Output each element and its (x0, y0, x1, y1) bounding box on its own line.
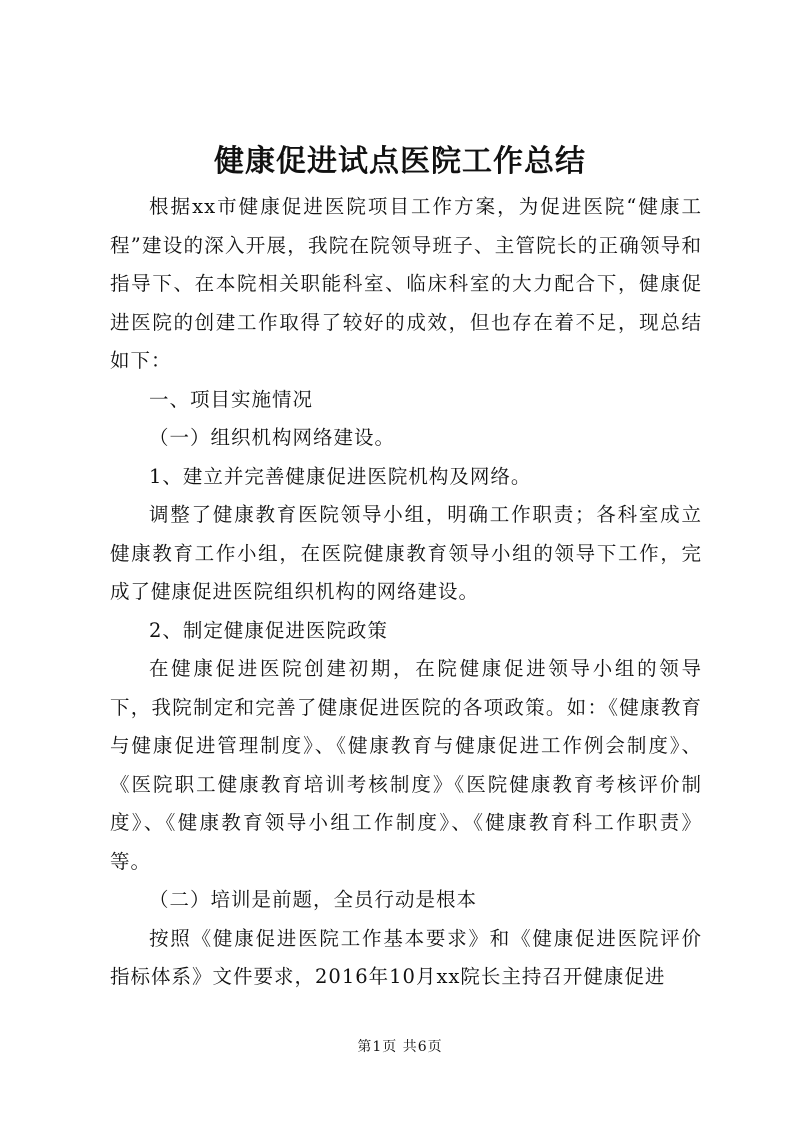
paragraph: 按照《健康促进医院工作基本要求》和《健康促进医院评价指标体系》文件要求，2016年10月xx院长主持召开健康促进 (110, 926, 702, 988)
subsection-heading: （二）培训是前题，全员行动是根本 (149, 888, 478, 911)
numbered-item: 1、建立并完善健康促进医院机构及网络。 (149, 464, 532, 488)
section-heading: 一、项目实施情况 (149, 387, 314, 411)
subsection-heading: （一）组织机构网络建设。 (149, 426, 396, 449)
page-footer: 第1页 共6页 (357, 1039, 443, 1055)
paragraph: 调整了健康教育医院领导小组，明确工作职责；各科室成立健康教育工作小组，在医院健康教育领导小组的领导下工作，完成了健康促进医院组织机构的网络建设。 (110, 503, 702, 603)
paragraph: 在健康促进医院创建初期，在院健康促进领导小组的领导下，我院制定和完善了健康促进医院的各项政策。如：《健康教育与健康促进管理制度》、《健康教育与健康促进工作例会制度》、《医院职工健康教育培训考核制度》《医院健康教育考核评价制度》、《健康教育领导小组工作制度》、《健康教育科工作职责》等。 (110, 657, 702, 873)
document-title: 健康促进试点医院工作总结 (214, 144, 586, 179)
numbered-item: 2、制定健康促进医院政策 (149, 618, 388, 642)
paragraph: 根据xx市健康促进医院项目工作方案，为促进医院“健康工程”建设的深入开展，我院在院领导班子、主管院长的正确领导和指导下、在本院相关职能科室、临床科室的大力配合下，健康促进医院的创建工作取得了较好的成效，但也存在着不足，现总结如下： (110, 195, 702, 372)
document-body (110, 188, 702, 997)
